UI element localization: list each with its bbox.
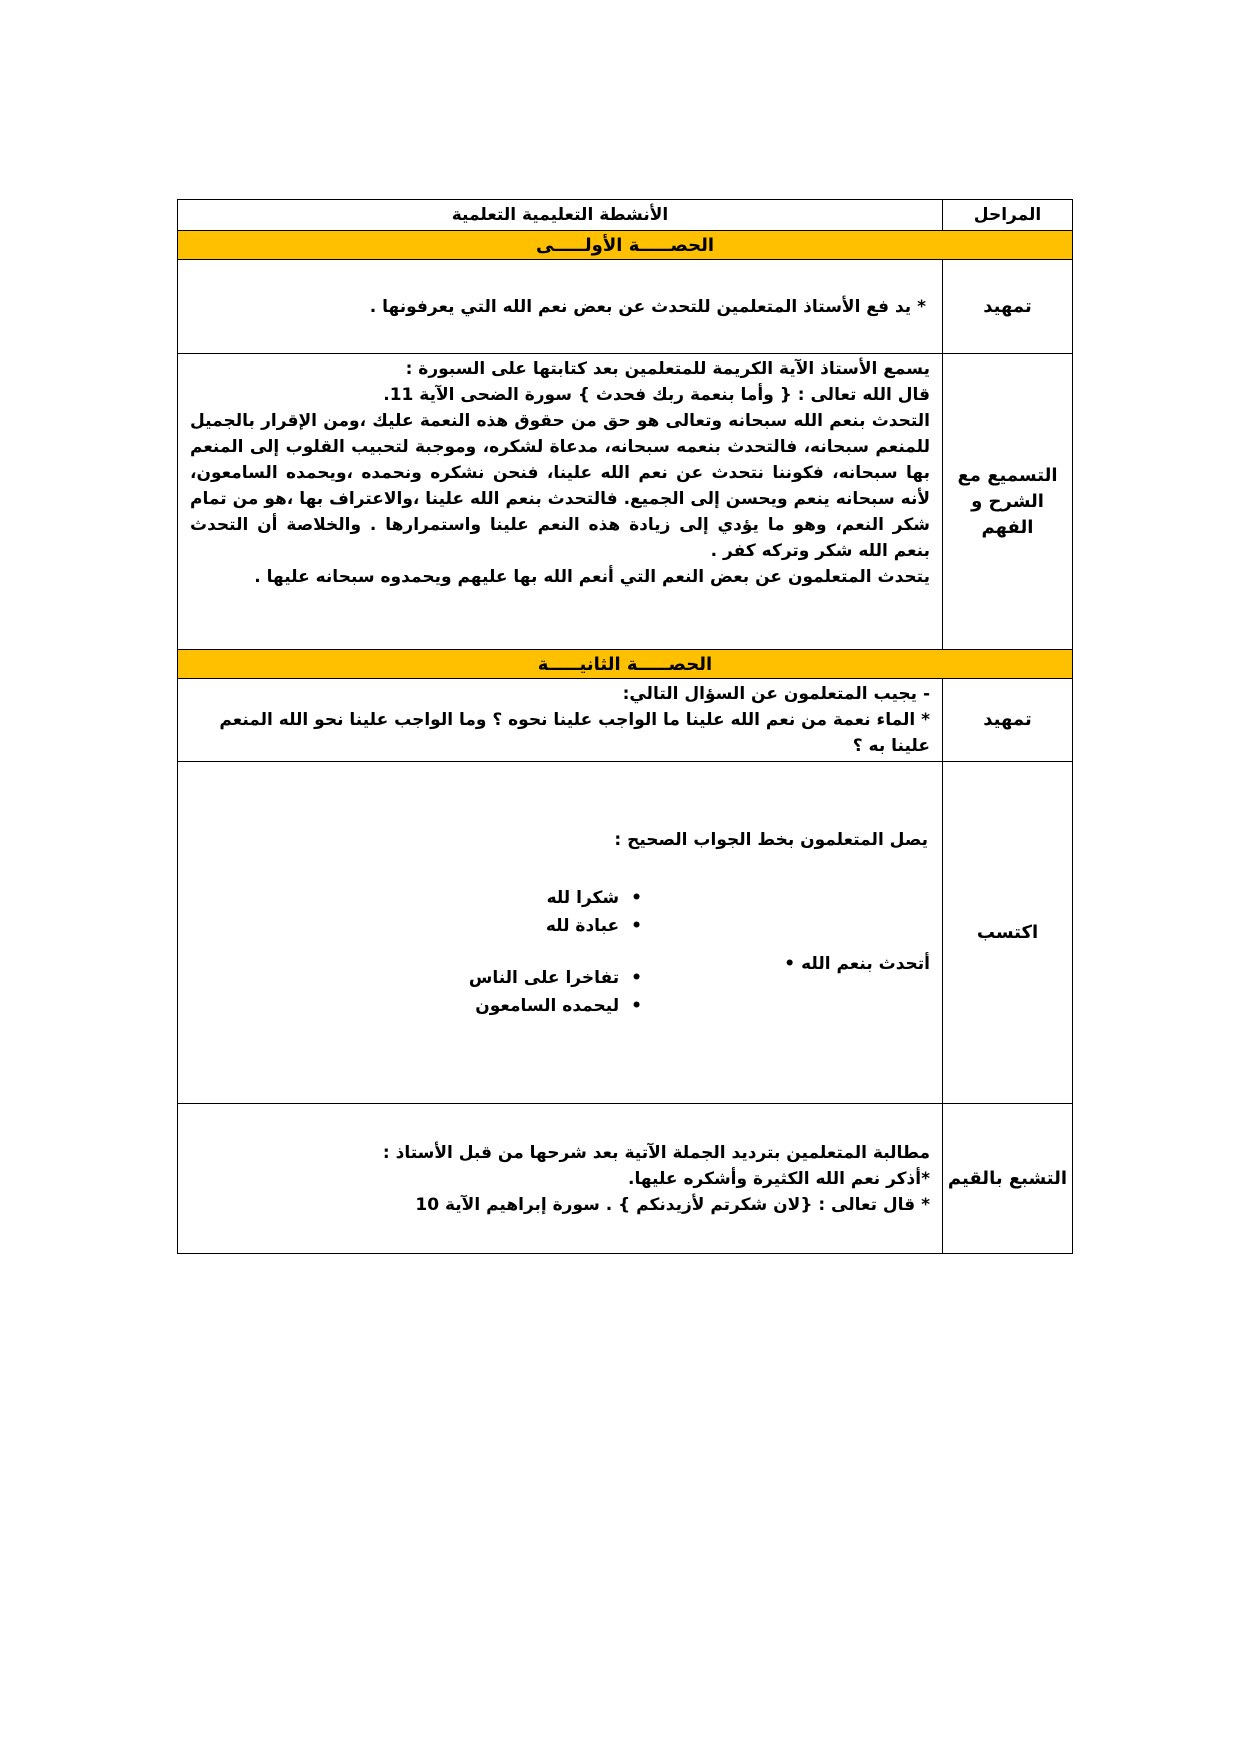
activity-acquire: [178, 762, 943, 1104]
stage-explanation: التسميع مع الشرح و الفهم: [943, 354, 1073, 650]
row-acquire: [178, 762, 1073, 1104]
lesson-table: [177, 199, 1073, 1254]
row-explanation: [178, 354, 1073, 650]
values-line-2: *أذكر نعم الله الكثيرة وأشكره عليها.: [627, 1168, 930, 1189]
matching-prompt: أتحدث بنعم الله •: [784, 951, 930, 977]
matching-instruction: يصل المتعلمون بخط الجواب الصحيح :: [614, 829, 928, 850]
header-row: [178, 200, 1073, 231]
verse-line: قال الله تعالى : { وأما بنعمة ربك فحدث } سورة الضحى الآية 11.: [383, 385, 930, 405]
header-activities: الأنشطة التعليمية التعلمية: [178, 200, 943, 231]
matching-exercise: [178, 763, 942, 1103]
values-line-3: * قال تعالى : {لان شكرتم لأزيدنكم } . سورة إبراهيم الآية 10: [415, 1194, 930, 1215]
choices-list: [469, 885, 642, 1021]
spacer: [469, 941, 642, 965]
activity-intro-1: [178, 260, 943, 354]
activity-explanation: [178, 354, 943, 650]
row-intro-1: [178, 260, 1073, 354]
activity-values: [178, 1104, 943, 1254]
row-intro-2: [178, 679, 1073, 762]
choice-item: • ليحمده السامعون: [469, 993, 642, 1021]
explanation-paragraph: التحدث بنعم الله سبحانه وتعالى هو حق من حقوق هذه النعمة عليك ،ومن الإقرار بالجميل للمنعم سبحانه، فالتحدث بنعمه سبحانه، مدعاة لشكره، وموجبة لتحبيب القلوب إلى المنعم بها سبحانه، فكوننا نتحدث عن نعم الله علينا، فنحن نشكره ونحمده ،ويحمده السامعون، لأنه سبحانه ينعم ويحسن إلى الجميع. فالتحدث بنعم الله علينا ،والاعتراف بها ،هو من تمام شكر النعم، وهو ما يؤدي إلى زيادة هذه النعم علينا واستمرارها . والخلاصة أن التحدث بنعم الله شكر وتركه كفر .: [190, 411, 930, 561]
session-1-band: [178, 231, 1073, 260]
header-stages: المراحل: [943, 200, 1073, 231]
session-1-title: الحصـــــة الأولـــــى: [178, 231, 1073, 260]
explanation-line-1: يسمع الأستاذ الآية الكريمة للمتعلمين بعد كتابتها على السبورة :: [405, 359, 930, 379]
choice-item: • تفاخرا على الناس: [469, 965, 642, 993]
stage-intro-1: تمهيد: [943, 260, 1073, 354]
session-2-band: [178, 650, 1073, 679]
session-2-title: الحصـــــة الثانيـــــة: [178, 650, 1073, 679]
activity-intro-2: [178, 679, 943, 762]
intro-2-question: * الماء نعمة من نعم الله علينا ما الواجب علينا نحوه ؟ وما الواجب علينا نحو الله المنعم علينا به ؟: [219, 710, 930, 756]
intro-2-line-1: - يجيب المتعلمون عن السؤال التالي:: [622, 684, 930, 704]
stage-values: التشبع بالقيم: [943, 1104, 1073, 1254]
explanation-line-last: يتحدث المتعلمون عن بعض النعم التي أنعم الله بها عليهم ويحمدوه سبحانه عليها .: [254, 567, 930, 587]
choice-item: • عبادة لله: [469, 913, 642, 941]
stage-intro-2: تمهيد: [943, 679, 1073, 762]
intro-1-line: * يد فع الأستاذ المتعلمين للتحدث عن بعض نعم الله التي يعرفونها .: [369, 296, 926, 317]
row-values: [178, 1104, 1073, 1254]
values-line-1: مطالبة المتعلمين بترديد الجملة الآتية بعد شرحها من قبل الأستاذ :: [382, 1142, 930, 1163]
stage-acquire: اكتسب: [943, 762, 1073, 1104]
choice-item: • شكرا لله: [469, 885, 642, 913]
